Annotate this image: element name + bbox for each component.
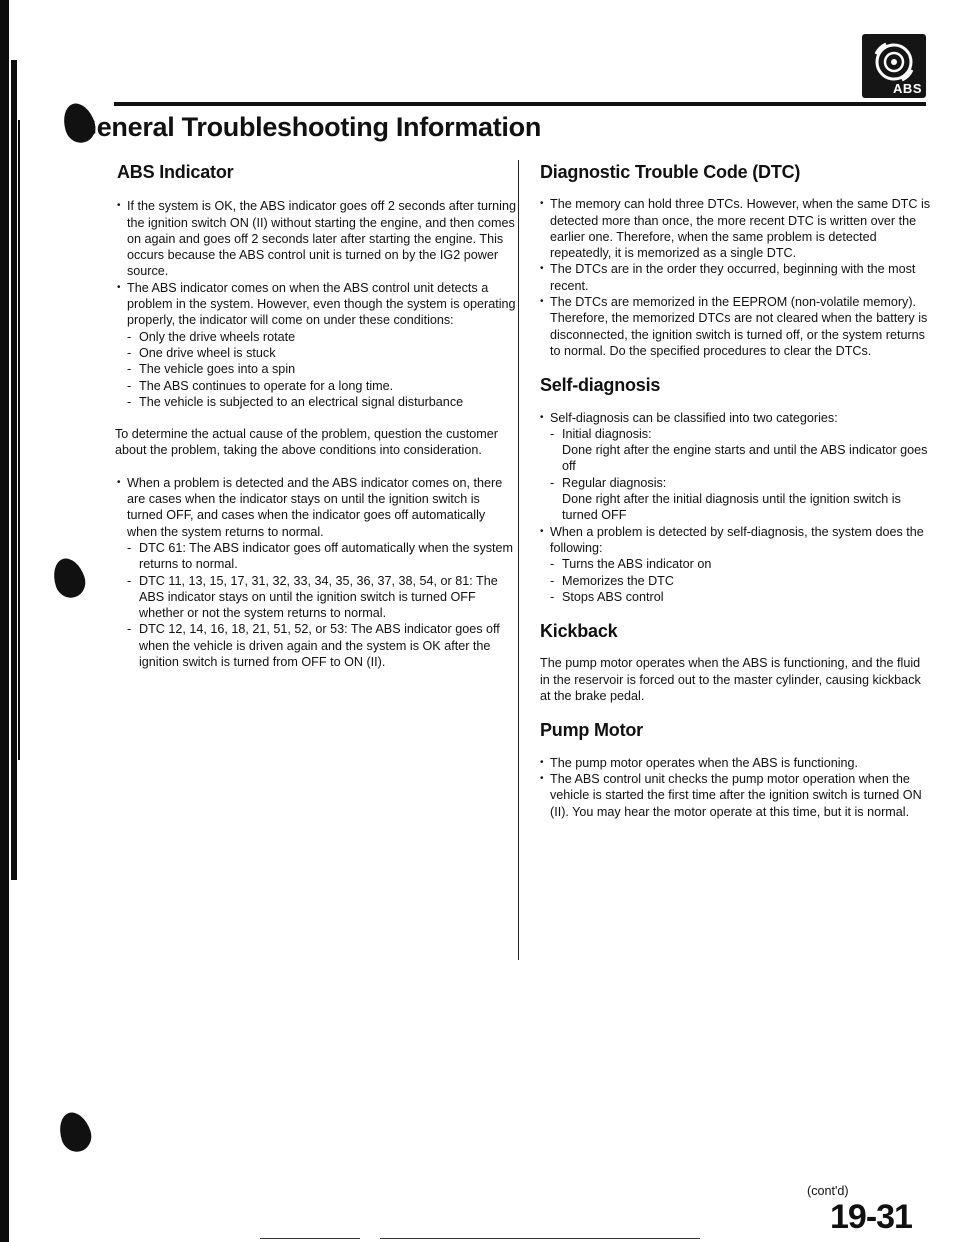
dtc-heading: Diagnostic Trouble Code (DTC) xyxy=(540,162,801,182)
action-item: - Turns the ABS indicator on xyxy=(550,556,932,572)
header-rule xyxy=(114,102,926,106)
list-item-text: When a problem is detected and the ABS indicator comes on, there are cases when the indicator stays on until the ignition switch is turned OFF, and cases when the indicator goes off automatically when the system returns to normal. xyxy=(127,475,503,539)
list-item xyxy=(117,280,517,410)
category-desc: Done right after the initial diagnosis until the ignition switch is turned OFF xyxy=(562,492,901,523)
pump-motor-heading: Pump Motor xyxy=(540,720,643,741)
page-number: 19-31 xyxy=(830,1198,912,1236)
self-diagnosis-list xyxy=(540,410,932,606)
abs-logo xyxy=(862,34,926,98)
section-marker-icon xyxy=(55,1108,96,1155)
dtc-case-item: - DTC 12, 14, 16, 18, 21, 51, 52, or 53: The ABS indicator goes off when the vehicle is driven again and the system is OK after the ignition switch is turned from OFF to ON (II). xyxy=(127,621,517,670)
continued-label: (cont'd) xyxy=(807,1184,849,1198)
action-item: - Stops ABS control xyxy=(550,589,932,605)
category-name: Regular diagnosis: xyxy=(562,475,667,490)
list-item: • The DTCs are memorized in the EEPROM (non-volatile memory). Therefore, the memorized DTCs are not cleared when the battery is disconnected, the ignition switch is turned off, or the system returns to normal. Do the specified procedures to clear the DTCs. xyxy=(540,294,932,359)
list-item: • If the system is OK, the ABS indicator goes off 2 seconds after turning the ignition switch ON (II) without starting the engine, and then comes on again and goes off 2 seconds later after starting the engine. This occurs because the ABS control unit is turned on by the IG2 power source. xyxy=(117,198,517,279)
abs-indicator-heading: ABS Indicator xyxy=(117,162,234,182)
self-diagnosis-heading: Self-diagnosis xyxy=(540,375,661,396)
condition-item: - The vehicle goes into a spin xyxy=(127,361,517,377)
binding-edge xyxy=(0,0,22,1242)
conditions-list xyxy=(127,329,517,410)
categories-list xyxy=(550,426,932,524)
list-item xyxy=(540,524,932,605)
category-item xyxy=(550,475,932,524)
abs-indicator-list xyxy=(117,198,517,410)
kickback-text: The pump motor operates when the ABS is functioning, and the fluid in the reservoir is forced out to the master cylinder, causing kickback at the brake pedal. xyxy=(540,656,921,704)
left-column xyxy=(117,160,517,670)
dtc-case-item: - DTC 61: The ABS indicator goes off automatically when the system returns to normal. xyxy=(127,540,517,573)
condition-item: - The ABS continues to operate for a long time. xyxy=(127,378,517,394)
abs-brake-disc-icon xyxy=(870,40,918,84)
indicator-behavior-list xyxy=(117,475,517,671)
footer-rule xyxy=(380,1238,700,1239)
category-desc: Done right after the engine starts and until the ABS indicator goes off xyxy=(562,443,928,474)
condition-item: - The vehicle is subjected to an electrical signal disturbance xyxy=(127,394,517,410)
list-item: • The memory can hold three DTCs. However, when the same DTC is detected more than once, the more recent DTC is written over the earlier one. Therefore, when the same problem is detected repeatedly, it is memorized as a single DTC. xyxy=(540,196,932,261)
category-name: Initial diagnosis: xyxy=(562,426,652,441)
section-marker-icon xyxy=(49,554,90,601)
actions-list xyxy=(550,556,932,605)
condition-item: - Only the drive wheels rotate xyxy=(127,329,517,345)
paragraph: To determine the actual cause of the problem, question the customer about the problem, taking the above conditions into consideration. xyxy=(115,427,498,458)
condition-item: - One drive wheel is stuck xyxy=(127,345,517,361)
column-divider xyxy=(518,160,519,960)
right-column xyxy=(540,160,932,820)
dtc-cases-list xyxy=(127,540,517,670)
list-item: • The pump motor operates when the ABS is functioning. xyxy=(540,755,932,771)
list-item: • The ABS control unit checks the pump motor operation when the vehicle is started the first time after the ignition switch is turned ON (II). You may hear the motor operate at this time, but it is normal. xyxy=(540,771,932,820)
list-item xyxy=(540,410,932,524)
abs-badge-text: ABS xyxy=(893,81,922,96)
dtc-case-item: - DTC 11, 13, 15, 17, 31, 32, 33, 34, 35, 36, 37, 38, 54, or 81: The ABS indicator stays on until the ignition switch is turned OFF whether or not the system returns to normal. xyxy=(127,573,517,622)
footer-rule xyxy=(260,1238,360,1239)
page-title: General Troubleshooting Information xyxy=(76,112,542,142)
list-item xyxy=(117,475,517,671)
dtc-list xyxy=(540,196,932,359)
list-item: • The DTCs are in the order they occurred, beginning with the most recent. xyxy=(540,261,932,294)
list-item-text: When a problem is detected by self-diagnosis, the system does the following: xyxy=(550,524,924,555)
action-item: - Memorizes the DTC xyxy=(550,573,932,589)
list-item-text: Self-diagnosis can be classified into two categories: xyxy=(550,410,838,425)
list-item-text: The ABS indicator comes on when the ABS control unit detects a problem in the system. However, even though the system is operating properly, the indicator will come on under these conditions: xyxy=(127,280,516,328)
pump-motor-list xyxy=(540,755,932,820)
category-item xyxy=(550,426,932,475)
kickback-heading: Kickback xyxy=(540,621,618,642)
